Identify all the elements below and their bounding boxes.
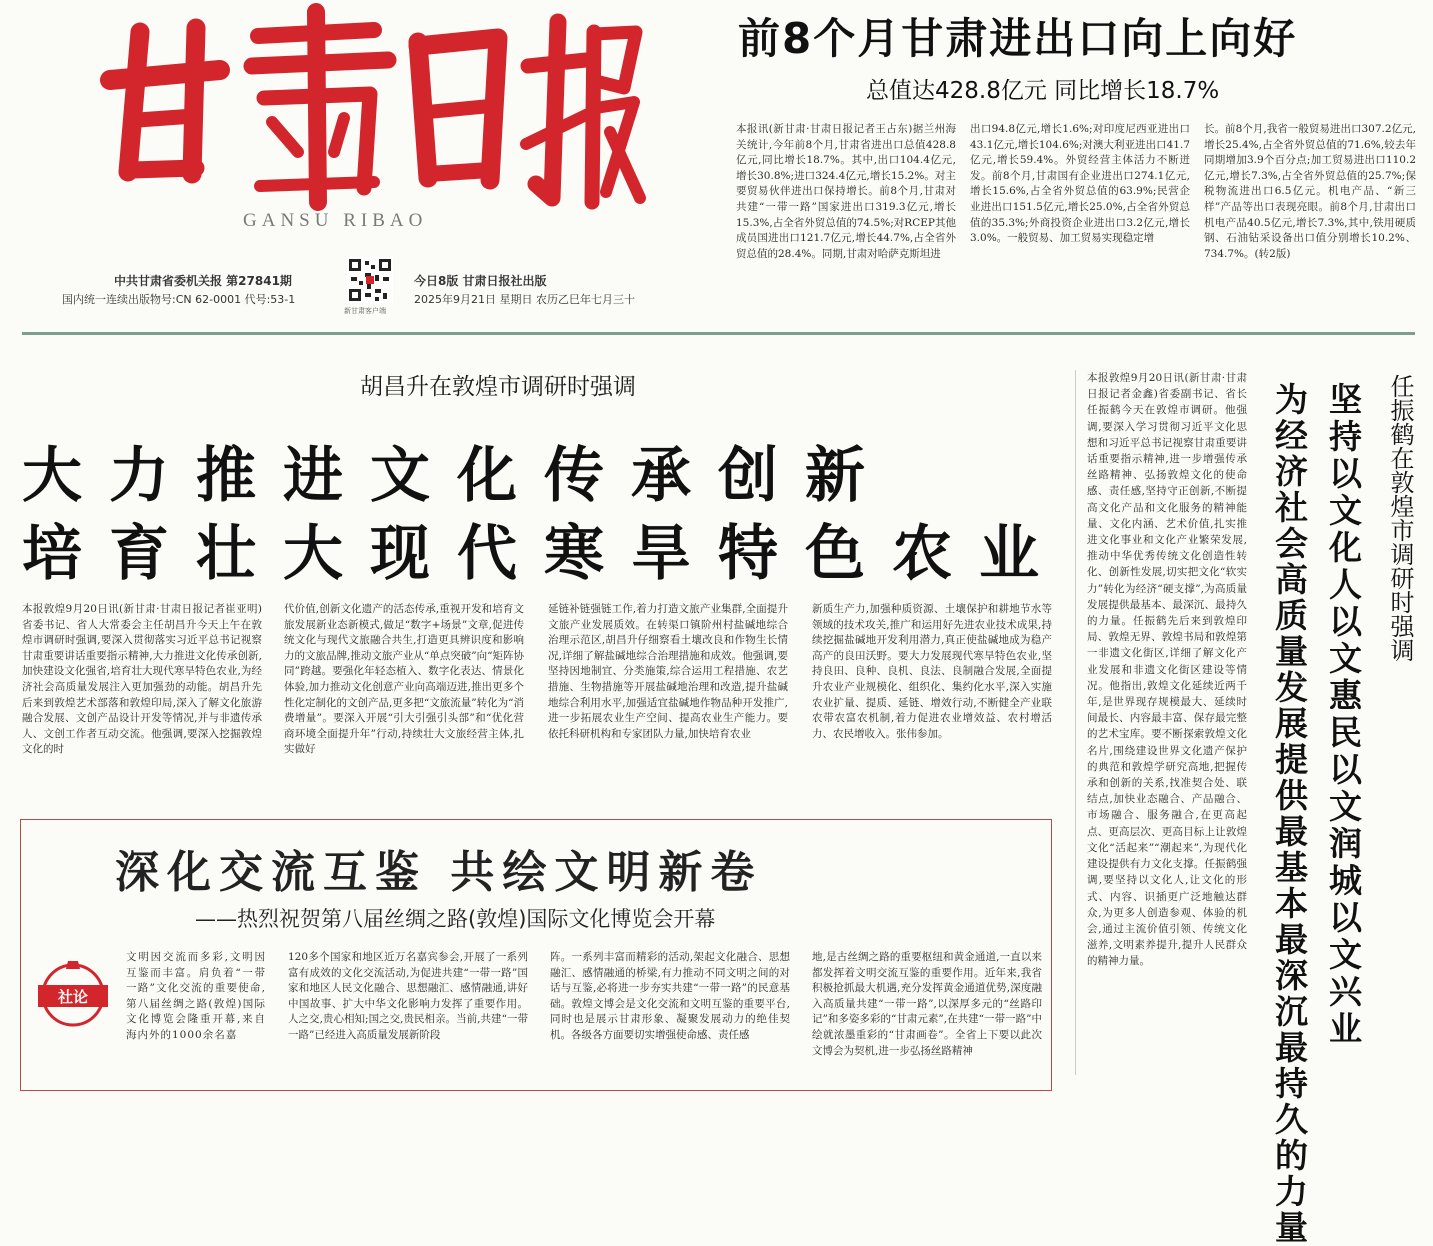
lead-story-kicker: 胡昌升在敦煌市调研时强调 [360, 374, 636, 400]
lead-story-column-4: 新质生产力,加强种质资源、土壤保护和耕地节水等领域的技术攻关,推广和运用好先进农业技术成果,持续挖掘盐碱地开发利用潜力,真正使盐碱地成为稳产高产的良田沃野。要大力发展现代寒旱特色农业,坚持良田、良种、良机、良法、良制融合发展,全面提升农业产业规模化、组织化、集约化水平,深入实施农业扩量、提质、延链、增效行动,不断健全产业联农带农富农机制,着力促进农业增效益、农村增活力、农民增收入。张伟参加。 [812, 603, 1052, 740]
masthead-line4: 2025年9月21日 星期日 农历乙巳年七月三十 [414, 293, 635, 306]
section-divider [22, 332, 1415, 335]
editorial-subhead: ——热烈祝贺第八届丝绸之路(敦煌)国际文化博览会开幕 [195, 907, 716, 931]
side-story-headline-line1[interactable]: 坚持以文化人以文惠民以文润城以文兴业 [1324, 382, 1363, 1048]
qr-code-icon[interactable] [347, 257, 393, 303]
top-story-subhead: 总值达428.8亿元 同比增长18.7% [866, 78, 1220, 104]
side-story-headline-line2[interactable]: 为经济社会高质量发展提供最基本最深沉最持久的力量 [1270, 382, 1309, 1246]
masthead-line1: 中共甘肃省委机关报 第27841期 [114, 274, 292, 288]
top-story-headline[interactable]: 前8个月甘肃进出口向上向好 [738, 14, 1298, 63]
lead-story-headline-line2[interactable]: 培育壮大现代寒旱特色农业 [22, 519, 1066, 589]
newspaper-logo [88, 2, 648, 217]
editorial-column-2: 120多个国家和地区近万名嘉宾参会,开展了一系列富有成效的文化交流活动,为促进共建“一带一路”国家和地区人民文化融合、思想融汇、感情融通,讲好中国故事、扩大中华文化影响力发挥了重要作用。人之交,贵心相知;国之交,贵民相亲。当前,共建“一带一路”已经进入高质量发展新阶段 [288, 951, 528, 1041]
editorial-column-3: 阵。一系列丰富而精彩的活动,架起文化融合、思想融汇、感情融通的桥梁,有力推动不同文明之间的对话与互鉴,必将进一步夯实共建“一带一路”的民意基础。敦煌文博会是文化交流和文明互鉴的重要平台,同时也是展示甘肃形象、凝聚发展动力的绝佳契机。各级各方面要切实增强使命感、责任感 [550, 951, 790, 1041]
side-story-body: 本报敦煌9月20日讯(新甘肃·甘肃日报记者金鑫)省委副书记、省长任振鹤今天在敦煌市调研。他强调,要深入学习贯彻习近平文化思想和习近平总书记视察甘肃重要讲话重要指示精神,进一步增强传承丝路精神、弘扬敦煌文化的使命感、责任感,坚持守正创新,不断提高文化产品和文化服务的精神能量、文化内涵、艺术价值,扎实推进文化事业和文化产业繁荣发展,推动中华优秀传统文化创造性转化、创新性发展,切实把文化“软实力”转化为经济“硬支撑”,为高质量发展提供最基本、最深沉、最持久的力量。任振鹤先后来到敦煌印局、敦煌无界、敦煌书局和敦煌第一非遗文化街区,详细了解文化产业发展和非遗文化街区建设等情况。他指出,敦煌文化延续近两千年,是世界现存规模最大、延续时间最长、内容最丰富、保存最完整的艺术宝库。要不断探索敦煌文化名片,围绕建设世界文化遗产保护的典范和敦煌学研究高地,把握传承和创新的关系,找准契合处、联结点,加快业态融合、产品融合、市场融合、服务融合,在更高起点、更高层次、更高目标上让敦煌文化“活起来”“潮起来”,为现代化建设提供有力文化支撑。任振鹤强调,要坚持以文化人,让文化的形式、内容、识插更广泛地触达群众,为更多人创造参观、体验的机会,通过主流价值引领、传统文化滋养,文明素养提升,提升人民群众的精神力量。 [1087, 372, 1247, 968]
top-story-column-2: 出口94.8亿元,增长1.6%;对印度尼西亚进出口43.1亿元,增长104.6%;对澳大利亚进出口41.7亿元,增长59.4%。外贸经营主体活力不断迸发。前8个月,甘肃国有企业进出口274.1亿元,增长15.6%,占全省外贸总值的63.9%;民营企业进出口151.5亿元,增长25.0%,占全省外贸总值的35.3%;外商投资企业进出口3.2亿元,增长3.0%。一般贸易、加工贸易实现稳定增 [970, 123, 1190, 245]
lead-story-column-2: 代价值,创新文化遗产的活态传承,重视开发和培育文旅发展新业态新模式,做足“数字+场景”文章,促进传统文化与现代文旅融合共生,打造更具辨识度和影响力的文旅品牌,推动文旅产业从“单点突破”向“矩阵协同”跨越。要强化年轻态植入、数字化表达、情景化体验,加力推动文化创意产业向高端迈进,推出更多个性化定制化的文创产品,更多把“文旅流量”转化为“消费增量”。要深入开展“引大引强引头部”和“优化营商环境全面提升年”行动,持续壮大文旅经营主体,扎实做好 [284, 603, 524, 756]
lead-story-column-3: 延链补链强链工作,着力打造文旅产业集群,全面提升文旅产业发展质效。在转渠口镇阶州村盐碱地综合治理示范区,胡昌升仔细察看土壤改良和作物生长情况,详细了解盐碱地综合治理措施和成效。他强调,要坚持因地制宜、分类施策,综合运用工程措施、农艺措施、生物措施等开展盐碱地治理和改造,提升盐碱地综合利用水平,加强适宜盐碱地作物品种开发推广,进一步拓展农业生产空间、提高农业生产能力。要依托科研机构和专家团队力量,加快培育农业 [548, 603, 788, 740]
side-story-kicker: 任振鹤在敦煌市调研时强调 [1386, 374, 1414, 662]
editorial-headline[interactable]: 深化交流互鉴 共绘文明新卷 [115, 847, 763, 898]
lead-story-column-1: 本报敦煌9月20日讯(新甘肃·甘肃日报记者崔亚明)省委书记、省人大常委会主任胡昌升今天上午在敦煌市调研时强调,要深入贯彻落实习近平总书记视察甘肃重要讲话重要指示精神,大力推进文化传承创新,加快建设文化强省,培育壮大现代寒旱特色农业,为经济社会高质量发展注入更加强劲的动能。胡昌升先后来到敦煌艺术部落和敦煌印局,深入了解文化旅游融合发展、文创产品设计开发等情况,并与非遗传承人、文创工作者互动交流。他强调,要深入挖掘敦煌文化的时 [22, 603, 262, 756]
masthead-line3: 今日8版 甘肃日报社出版 [414, 274, 547, 288]
masthead-line2: 国内统一连续出版物号:CN 62-0001 代号:53-1 [62, 293, 296, 306]
qr-code-label: 新甘肃客户端 [344, 307, 386, 315]
editorial-column-1: 文明因交流而多彩,文明因互鉴而丰富。肩负着“一带一路”文化交流的重要使命,第八届丝绸之路(敦煌)国际文化博览会隆重开幕,来自海内外的1000余名嘉 [126, 951, 266, 1041]
column-rule [1075, 370, 1076, 1075]
editorial-column-4: 地,是古丝绸之路的重要枢纽和黄金通道,一直以来都发挥着文明交流互鉴的重要作用。近年来,我省积极抢抓最大机遇,充分发挥黄金通道优势,深度融入高质量共建“一带一路”,以深厚多元的“丝路印记”和多姿多彩的“甘肃元素”,在共建“一带一路”中绘就浓墨重彩的“甘肃画卷”。全省上下要以此次文博会为契机,进一步弘扬丝路精神 [812, 951, 1042, 1057]
editorial-badge-text: 社论 [57, 988, 89, 1006]
top-story-column-1: 本报讯(新甘肃·甘肃日报记者王占东)据兰州海关统计,今年前8个月,甘肃省进出口总值428.8亿元,同比增长18.7%。其中,出口104.4亿元,增长30.8%;进口324.4亿元,增长15.2%。对主要贸易伙伴进出口保持增长。前8个月,甘肃对共建“一带一路”国家进出口319.3亿元,增长15.3%,占全省外贸总值的74.5%;对RCEP其他成员国进出口121.7亿元,增长44.7%,占全省外贸总值的28.4%。同期,甘肃对哈萨克斯坦进 [736, 123, 956, 260]
top-story-column-3: 长。前8个月,我省一般贸易进出口307.2亿元,增长25.4%,占全省外贸总值的71.6%,较去年同期增加3.9个百分点;加工贸易进出口110.2亿元,增长7.3%,占全省外贸总值的25.7%;保税物流进出口6.5亿元。机电产品、“新三样”产品等出口表现亮眼。前8个月,甘肃出口机电产品40.5亿元,增长7.3%,其中,铁用硬质钢、石油钻采设备出口值分别增长10.2%、734.7%。(转2版) [1204, 123, 1416, 260]
masthead-pinyin: GANSU RIBAO [243, 210, 428, 231]
lead-story-headline-line1[interactable]: 大力推进文化传承创新 [22, 441, 892, 511]
editorial-badge-icon [34, 955, 112, 1027]
